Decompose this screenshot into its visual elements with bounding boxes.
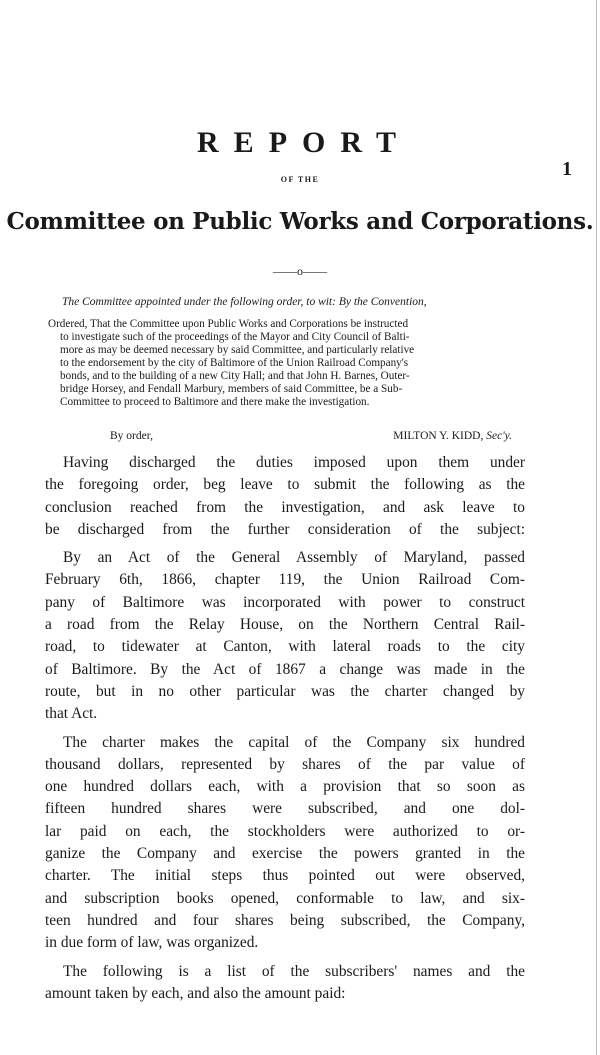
order-block (48, 318, 548, 409)
body-line: of Baltimore. By the Act of 1867 a change was made in the (45, 660, 525, 678)
body-line: thousand dollars, represented by shares of the par value of (45, 755, 525, 773)
body-line: The charter makes the capital of the Company six hundred (63, 733, 525, 751)
committee-heading: Committee on Public Works and Corporations. (6, 208, 594, 235)
body-line: road, to tidewater at Canton, with lateral roads to the city (45, 638, 525, 656)
report-title: REPORT (197, 126, 411, 159)
body-line: a road from the Relay House, on the Northern Central Rail- (45, 616, 525, 634)
body-line: and subscription books opened, conformable to law, and six- (45, 889, 525, 907)
order-line: Ordered, That the Committee upon Public Works and Corporations be instructed (48, 318, 409, 330)
order-line: to the endorsement by the city of Baltimore of the Union Railroad Company's (60, 357, 409, 369)
body-line: lar paid on each, the stockholders were authorized to or- (45, 822, 525, 840)
signature-title: Sec'y. (486, 430, 512, 442)
body-line: be discharged from the further consideration of the subject: (45, 520, 525, 538)
margin-mark: 1 (562, 158, 572, 180)
body-line: fifteen hundred shares were subscribed, and one dol- (45, 800, 525, 818)
signature-name: MILTON Y. KIDD, (393, 430, 484, 442)
body-line: charter. The initial steps thus pointed out were observed, (45, 867, 525, 885)
body-line: ganize the Company and exercise the powers granted in the (45, 845, 525, 863)
body-line: amount taken by each, and also the amount paid: (45, 984, 346, 1002)
body-line: one hundred dollars each, with a provision that so soon as (45, 778, 525, 796)
order-line: Committee to proceed to Baltimore and there make the investigation. (60, 396, 370, 408)
section-rule: ——o—— (273, 264, 327, 278)
order-line: more as may be deemed necessary by said Committee, and particularly relative (60, 344, 415, 356)
body-line: in due form of law, was organized. (45, 934, 259, 952)
of-the-label: OF THE (280, 175, 320, 184)
by-order-line (110, 430, 512, 444)
body-line: teen hundred and four shares being subscribed, the Company, (45, 911, 525, 929)
body-line: February 6th, 1866, chapter 119, the Union Railroad Com- (45, 571, 525, 589)
body-line: By an Act of the General Assembly of Maryland, passed (63, 549, 525, 567)
body-line: route, but in no other particular was the charter changed by (45, 682, 525, 700)
body-line: the foregoing order, beg leave to submit the following as the (45, 476, 525, 494)
intro-line: The Committee appointed under the following order, to wit: By the Convention, (62, 296, 427, 308)
body-line: pany of Baltimore was incorporated with power to construct (45, 593, 525, 611)
body-line: The following is a list of the subscribers' names and the (63, 962, 525, 980)
body-line: that Act. (45, 705, 98, 723)
by-order-label: By order, (110, 430, 153, 442)
body-line: conclusion reached from the investigation, and ask leave to (45, 498, 525, 516)
order-line: bridge Horsey, and Fendall Marbury, members of said Committee, be a Sub- (60, 383, 403, 395)
signature (393, 430, 512, 442)
body-line: Having discharged the duties imposed upon them under (63, 454, 525, 471)
order-line: bonds, and to the building of a new City Hall; and that John H. Barnes, Outer- (60, 370, 410, 382)
report-body (45, 452, 525, 1005)
order-line: to investigate such of the proceedings of the Mayor and City Council of Balti- (60, 331, 410, 343)
